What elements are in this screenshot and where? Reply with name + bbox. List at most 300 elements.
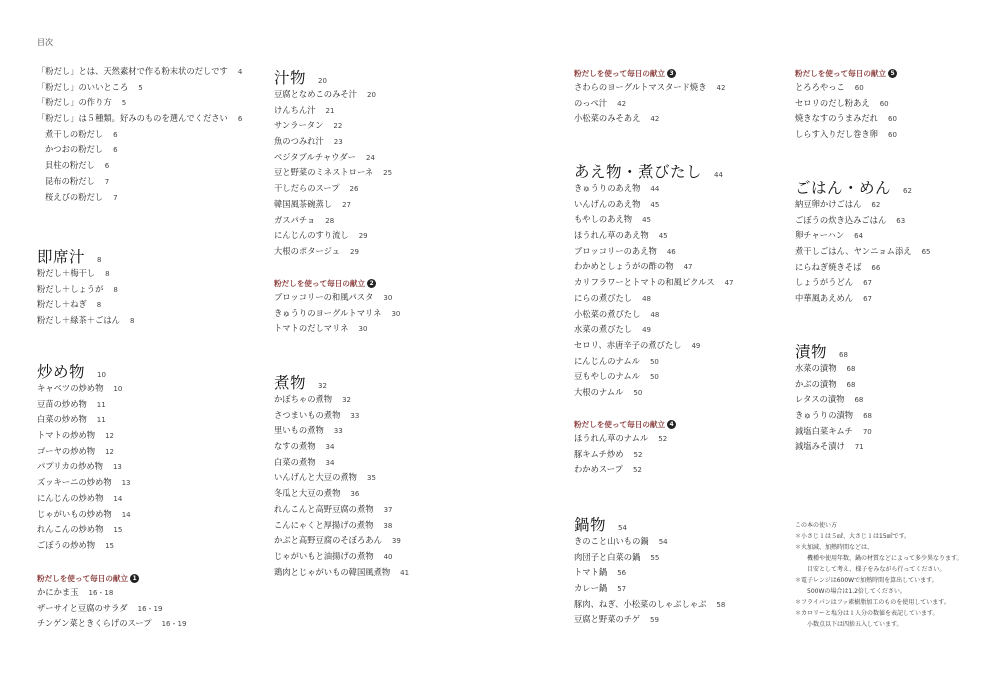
toc-entry[interactable] [574,112,804,128]
entry-page: 24 [365,153,375,162]
toc-entry[interactable] [574,355,804,371]
entry-page: 60 [887,131,897,140]
note-line: 小数点以下は四捨五入しています。 [807,621,903,628]
entry-title: わかめスープ [574,464,623,475]
entry-page: 71 [854,443,864,452]
entry-page: 14 [113,494,123,503]
entry-title: セロリのだし粉あえ [795,97,870,108]
entry-title: ごぼうの炊き込みごはん [795,214,887,225]
entry-title: にんじんのナムル [574,355,640,366]
entry-title: カリフラワーとトマトの和風ピクルス [574,277,715,288]
kondate-number-badge: 4 [667,420,676,429]
entry-title: 卵チャーハン [795,230,845,241]
heading-title: 漬物 [795,343,828,361]
entry-title: 粉だし＋ねぎ [37,299,87,310]
toc-entry[interactable] [37,413,267,429]
entry-page: 66 [871,263,881,272]
entry-page: 57 [617,585,627,594]
entry-title: じゃがいもと油揚げの煮物 [274,550,374,561]
entry-page: 22 [333,122,343,131]
toc-entry[interactable] [274,104,504,120]
toc-entry[interactable] [274,503,504,519]
toc-entry[interactable] [795,128,1000,144]
toc-entry[interactable] [574,386,804,402]
entry-page: 23 [333,138,343,147]
toc-entry[interactable] [37,539,267,555]
entry-title: ほうれん草のナムル [574,433,649,443]
toc-entry[interactable] [574,276,804,292]
section-heading[interactable] [274,66,504,88]
toc-entry[interactable] [274,550,504,566]
entry-page: 8 [96,301,102,310]
entry-page: 52 [658,435,668,443]
toc-entry[interactable] [37,267,267,283]
kondate-1-section [37,571,267,633]
entry-page: 6 [113,130,118,139]
toc-entry[interactable] [574,213,804,229]
toc-entry[interactable] [274,119,504,135]
entry-page: 45 [650,200,660,209]
toc-entry[interactable] [37,445,267,461]
entry-title: キャベツの炒め物 [37,383,104,393]
nabe-section [574,513,804,629]
toc-entry[interactable] [574,448,804,464]
toc-entry[interactable] [574,229,804,245]
toc-entry[interactable] [37,159,267,175]
toc-entry[interactable] [795,409,1000,425]
entry-page: 6 [113,146,118,155]
toc-entry[interactable] [37,523,267,539]
entry-title: 粉だし＋緑茶＋ごはん [37,315,120,326]
heading-title: ごはん・めん [795,179,892,197]
toc-entry[interactable] [274,307,504,323]
toc-entry[interactable] [574,551,804,567]
toc-entry[interactable] [37,112,267,128]
entry-page: 54 [658,538,668,546]
entry-page: 11 [96,416,106,425]
toc-entry[interactable] [795,97,1000,113]
section-heading[interactable] [37,360,267,382]
entry-title: 減塩白菜キムチ [795,425,853,436]
entry-page: 52 [633,450,643,459]
note-line: ＊電子レンジは600Wで加熱時間を算出しています。 [795,577,938,584]
toc-entry[interactable] [37,586,267,602]
toc-entry[interactable] [274,198,504,214]
toc-entry[interactable] [574,182,804,198]
kondate-number-badge: 5 [888,69,897,78]
toc-entry[interactable] [574,582,804,598]
entry-title: 韓国風茶碗蒸し [274,198,333,209]
entry-title: のっぺ汁 [574,97,608,108]
entry-title: なすの煮物 [274,441,316,452]
kondate-heading[interactable] [574,66,804,81]
toc-entry[interactable] [274,456,504,472]
entry-page: 30 [358,325,368,334]
heading-title: あえ物・煮びたし [574,163,703,181]
entry-page: 14 [121,510,131,519]
entry-title: 納豆卵かけごはん [795,199,862,209]
toc-entry[interactable] [274,166,504,182]
entry-page: 41 [400,568,410,577]
entry-title: いんげんのあえ物 [574,198,641,209]
sokuseki-section [37,245,267,330]
toc-entry[interactable] [37,429,267,445]
entry-title: けんちん汁 [274,104,316,115]
entry-page: 15 [105,541,115,550]
kondate-heading[interactable] [37,571,267,586]
entry-page: 67 [863,295,873,304]
toc-entry[interactable] [37,382,267,398]
entry-page: 68 [863,412,873,421]
toc-entry[interactable] [37,96,267,112]
entry-title: もやしのあえ物 [574,214,633,225]
section-heading[interactable] [795,176,1000,198]
entry-title: 干しだらのスープ [274,183,340,194]
shirumono-section [274,66,504,261]
note-line: ＊カロリーと塩分は１人分の数値を表記しています。 [795,610,939,617]
toc-entry[interactable] [37,191,267,207]
entry-page: 40 [383,552,393,561]
entry-page: 29 [350,247,359,256]
entry-page: 15 [113,526,123,535]
entry-title: 「粉だし」の作り方 [37,97,112,108]
note-line: 目安として考え、様子をみながら行ってください。 [807,566,946,573]
entry-page: 47 [724,279,734,288]
entry-title: さつまいもの煮物 [274,409,341,420]
entry-page: 36 [350,490,360,499]
entry-page: 6 [237,115,243,124]
heading-title: 汁物 [274,69,307,87]
entry-title: パプリカの炒め物 [37,461,103,472]
entry-page: 28 [325,216,335,225]
entry-title: 減塩みそ漬け [795,441,845,452]
section-heading[interactable] [274,371,504,393]
entry-page: 44 [650,185,660,193]
entry-title: 水菜の煮びたし [574,324,633,335]
toc-entry[interactable] [574,245,804,261]
section-heading[interactable] [795,340,1000,362]
toc-entry[interactable] [37,65,267,81]
kondate-heading[interactable] [574,417,804,432]
entry-title: レタスの漬物 [795,394,845,405]
toc-entry[interactable] [795,261,1000,277]
toc-entry[interactable] [37,617,267,633]
entry-title: 大根のポタージュ [274,245,341,256]
entry-page: 50 [649,357,659,366]
entry-page: 6 [104,162,110,171]
aemono-section [574,160,804,402]
entry-page: 26 [349,185,359,194]
entry-page: 50 [633,388,643,397]
toc-entry[interactable] [37,128,267,144]
entry-page: 12 [105,432,115,441]
entry-page: 47 [683,263,693,272]
toc-entry[interactable] [37,175,267,191]
toc-entry[interactable] [274,519,504,535]
entry-title: きのこと山いもの鍋 [574,536,649,546]
toc-entry[interactable] [274,88,504,104]
entry-page: 27 [342,200,352,209]
entry-page: 21 [325,106,335,115]
entry-title: 中華風あえめん [795,293,854,304]
kondate-number-badge: 2 [367,279,376,288]
entry-title: トマトの炒め物 [37,430,96,441]
toc-entry[interactable] [274,534,504,550]
toc-entry[interactable] [795,440,1000,456]
entry-title: じゃがいもの炒め物 [37,508,112,519]
toc-entry[interactable] [795,362,1000,378]
entry-page: 33 [350,411,360,420]
toc-entry[interactable] [574,613,804,629]
entry-page: 5 [138,83,143,92]
toc-entry[interactable] [274,135,504,151]
toc-entry[interactable] [795,229,1000,245]
toc-entry[interactable] [37,314,267,330]
entry-page: 68 [846,380,856,389]
entry-page: 58 [716,600,726,609]
entry-page: 68 [846,365,856,373]
toc-entry[interactable] [795,292,1000,308]
entry-title: にらねぎ焼きそば [795,261,862,272]
entry-page: 34 [325,458,335,467]
kondate-number-badge: 3 [667,69,676,78]
toc-entry[interactable] [274,440,504,456]
entry-title: カレー鍋 [574,583,608,594]
toc-entry[interactable] [274,182,504,198]
toc-entry[interactable] [574,339,804,355]
toc-entry[interactable] [274,245,504,261]
heading-page: 68 [839,351,848,359]
entry-page: 55 [650,553,660,562]
toc-entry[interactable] [37,398,267,414]
entry-page: 16・18 [88,589,114,597]
toc-entry[interactable] [37,602,267,618]
entry-page: 8 [113,285,118,294]
toc-entry[interactable] [37,476,267,492]
entry-title: チンゲン菜ときくらげのスープ [37,618,152,629]
toc-entry[interactable] [37,81,267,97]
heading-page: 32 [318,382,327,390]
nimono-section [274,371,504,581]
entry-title: にんじんのすり流し [274,230,349,241]
entry-title: 豆腐と野菜のチゲ [574,614,641,625]
toc-entry[interactable] [274,566,504,582]
entry-page: 7 [104,177,110,186]
entry-title: 豆苗の炒め物 [37,398,87,409]
kondate-label: 粉だしを使って毎日の献立 [37,574,129,583]
kondate-heading[interactable] [274,276,504,291]
toc-entry[interactable] [795,276,1000,292]
heading-page: 54 [618,524,627,532]
entry-title: 焼きなすのうまみだれ [795,113,878,124]
entry-page: 7 [113,193,118,202]
toc-entry[interactable] [274,322,504,338]
entry-title: れんこんと高野豆腐の煮物 [274,503,374,514]
entry-page: 32 [342,396,352,404]
toc-entry[interactable] [37,508,267,524]
toc-entry[interactable] [795,378,1000,394]
toc-entry[interactable] [795,81,1000,97]
heading-page: 20 [318,77,327,85]
toc-entry[interactable] [37,460,267,476]
entry-page: 20 [366,91,376,99]
section-heading[interactable] [574,160,804,182]
entry-title: こんにゃくと厚揚げの煮物 [274,519,374,530]
kondate-label: 粉だしを使って毎日の献立 [574,420,666,429]
toc-entry[interactable] [795,214,1000,230]
toc-entry[interactable] [574,535,804,551]
notes-title: この本の使い方 [795,522,838,529]
entry-page: 48 [642,294,652,303]
toc-entry[interactable] [574,463,804,479]
toc-entry[interactable] [274,229,504,245]
entry-title: かぶと高野豆腐のそぼろあん [274,535,382,546]
entry-page: 34 [325,443,335,452]
toc-entry[interactable] [574,81,804,97]
gohan-section [795,176,1000,308]
entry-page: 38 [383,521,393,530]
toc-entry[interactable] [795,245,1000,261]
toc-entry[interactable] [574,292,804,308]
entry-title: 冬瓜と大豆の煮物 [274,488,341,499]
kondate-3-section [574,66,804,128]
entry-title: 白菜の炒め物 [37,414,87,425]
heading-title: 鍋物 [574,516,607,534]
toc-entry[interactable] [274,471,504,487]
entry-title: 大根のナムル [574,386,624,397]
entry-title: 桜えびの粉だし [45,191,104,202]
toc-entry[interactable] [795,112,1000,128]
entry-title: ザーサイと豆腐のサラダ [37,602,128,613]
entry-page: 45 [658,232,668,241]
section-heading[interactable] [37,245,267,267]
entry-title: 「粉だし」のいいところ [37,81,129,92]
entry-title: セロリ、赤唐辛子の煮びたし [574,339,682,350]
entry-title: 「粉だし」とは、天然素材で作る粉末状のだしです [37,66,228,76]
toc-entry[interactable] [795,393,1000,409]
toc-entry[interactable] [574,198,804,214]
toc-entry[interactable] [574,97,804,113]
entry-title: にらの煮びたし [574,292,633,303]
kondate-heading[interactable] [795,66,1000,81]
entry-page: 4 [237,68,243,76]
entry-title: 鶏肉とじゃがいもの韓国風煮物 [274,566,391,577]
entry-page: 56 [617,569,627,578]
toc-entry[interactable] [37,283,267,299]
entry-page: 37 [383,505,393,514]
tsukemono-section [795,340,1000,456]
toc-entry[interactable] [574,566,804,582]
toc-entry[interactable] [37,492,267,508]
entry-page: 52 [632,466,642,475]
entry-page: 60 [879,99,889,108]
entry-page: 70 [862,427,872,436]
heading-page: 10 [97,371,106,379]
itame-section [37,360,267,555]
heading-page: 8 [97,256,102,264]
toc-entry[interactable] [574,598,804,614]
toc-entry[interactable] [274,487,504,503]
entry-page: 12 [105,447,115,456]
entry-title: 豚肉、ねぎ、小松菜のしゃぶしゃぶ [574,598,707,609]
entry-page: 49 [691,341,701,350]
entry-title: かつおの粉だし [45,144,104,155]
entry-page: 29 [358,232,368,241]
heading-title: 即席汁 [37,248,86,266]
entry-page: 60 [887,115,897,124]
entry-title: ほうれん草のあえ物 [574,230,649,241]
toc-entry[interactable] [574,260,804,276]
entry-title: わかめとしょうがの酢の物 [574,261,674,272]
entry-title: かにかま玉 [37,587,79,597]
heading-page: 44 [714,171,723,179]
note-line: 機種や使用年数、鍋の材質などによって多少異なります。 [807,555,963,562]
toc-entry[interactable] [574,308,804,324]
toc-entry[interactable] [574,432,804,448]
entry-title: ごぼうの炒め物 [37,539,96,550]
entry-title: ゴーヤの炒め物 [37,445,96,456]
note-line: ＊小さじ１は５㎖、大さじ１は15㎖です。 [795,533,911,540]
entry-page: 63 [896,216,906,225]
entry-title: 昆布の粉だし [45,175,95,186]
entry-page: 46 [666,247,676,256]
note-line: ＊フライパンはフッ素樹脂加工のものを使用しています。 [795,599,950,606]
toc-entry[interactable] [274,151,504,167]
entry-title: 小松菜のみそあえ [574,113,641,124]
toc-entry[interactable] [274,409,504,425]
entry-title: しょうがうどん [795,277,854,288]
entry-page: 45 [642,216,652,225]
intro-section [37,65,267,206]
entry-page: 42 [650,115,660,124]
kondate-2-section [274,276,504,338]
toc-entry[interactable] [274,291,504,307]
entry-title: 魚のつみれ汁 [274,136,324,147]
entry-title: いんげんと大豆の煮物 [274,472,357,483]
entry-page: 30 [391,309,401,318]
entry-page: 49 [642,326,652,335]
toc-entry[interactable] [37,298,267,314]
entry-page: 13 [121,479,131,488]
kondate-5-section [795,66,1000,144]
section-heading[interactable] [574,513,804,535]
toc-entry[interactable] [574,370,804,386]
entry-title: ズッキーニの炒め物 [37,477,112,488]
entry-title: ガスパチョ [274,214,316,225]
entry-title: ブロッコリーの和風パスタ [274,292,374,302]
toc-entry[interactable] [574,323,804,339]
entry-title: 白菜の煮物 [274,456,316,467]
entry-page: 10 [113,385,123,393]
toc-entry[interactable] [795,198,1000,214]
entry-title: きゅうりの漬物 [795,410,854,421]
note-line: ＊火加減、加熱時間などは、 [795,544,874,551]
entry-title: 里いもの煮物 [274,425,324,436]
entry-page: 11 [96,400,106,409]
entry-page: 64 [854,232,864,241]
page-label: 目次 [37,38,53,47]
entry-page: 16・19 [161,620,187,629]
toc-entry[interactable] [795,425,1000,441]
entry-page: 5 [121,99,127,108]
toc-entry[interactable] [274,214,504,230]
entry-title: 豚キムチ炒め [574,448,624,459]
toc-entry[interactable] [274,424,504,440]
entry-page: 67 [863,279,873,288]
toc-entry[interactable] [37,143,267,159]
toc-entry[interactable] [274,393,504,409]
entry-title: とろろやっこ [795,82,845,92]
